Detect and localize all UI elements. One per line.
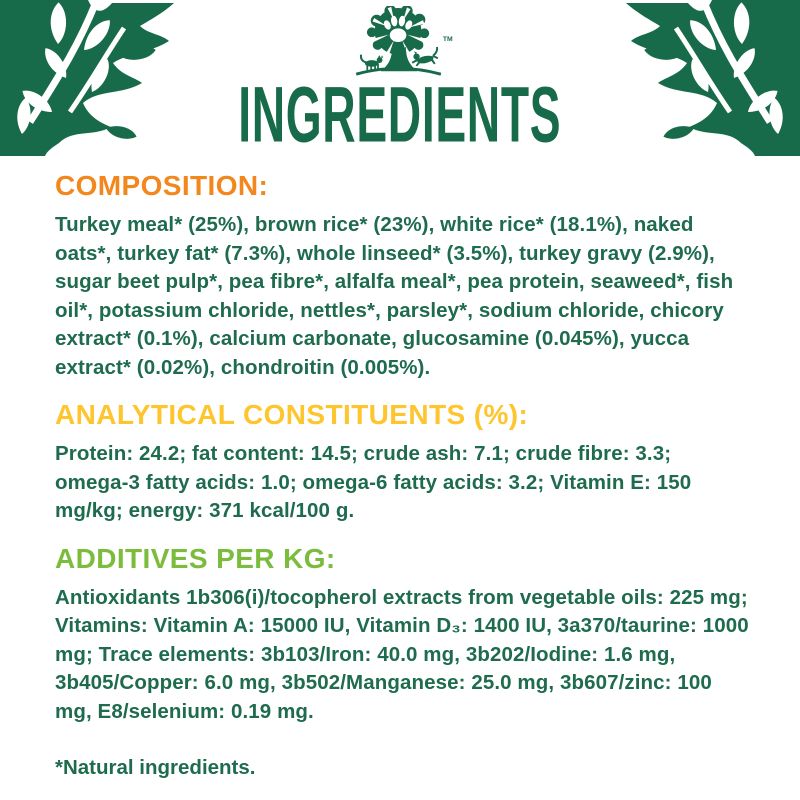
page-title: INGREDIENTS [238, 71, 562, 159]
dog-icon [412, 47, 439, 66]
tree-paw-logo-icon [341, 6, 459, 80]
trademark-symbol: TM [442, 36, 453, 44]
analytical-constituents-text: Protein: 24.2; fat content: 14.5; crude ash: 7.1; crude fibre: 3.3; omega-3 fatty acids: 1.0; omega-6 fatty acids: 3.2; Vitamin E: 150 mg/kg; energy: 371 kcal/100 g. [55, 442, 692, 522]
analytical-constituents-heading: ANALYTICAL CONSTITUENTS (%): [55, 399, 529, 430]
additives-heading: ADDITIVES PER KG: [55, 542, 336, 574]
natural-ingredients-footnote: *Natural ingredients. [55, 756, 256, 779]
composition-text: Turkey meal* (25%), brown rice* (23%), white rice* (18.1%), naked oats*, turkey fat* (7.3%), whole linseed* (3.5%), turkey gravy (2.9%), sugar beet pulp*, pea fibre*, alfalfa meal*, pea protein, seaweed*, fish oil*, potassium chloride, nettles*, parsley*, sodium chloride, chicory extract* (0.1%), calcium carbonate, glucosamine (0.045%), yucca extract* (0.02%), chondroitin (0.005%). [55, 213, 734, 379]
composition-section [55, 170, 750, 382]
label-content [55, 170, 750, 780]
additives-text: Antioxidants 1b306(i)/tocopherol extracts from vegetable oils: 225 mg; Vitamins: Vitamin A: 15000 IU, Vitamin D₃: 1400 IU, 3a370/taurine: 1000 mg; Trace elements: 3b103/Iron: 40.0 mg, 3b202/Iodine: 1.6 mg, 3b405/Copper: 6.0 mg, 3b502/Manganese: 25.0 mg, 3b607/zinc: 100 mg, E8/selenium: 0.19 mg. [55, 585, 749, 723]
cat-icon [361, 55, 383, 71]
title-row [0, 70, 800, 159]
additives-section [55, 543, 750, 727]
analytical-constituents-section [55, 399, 750, 526]
composition-heading: COMPOSITION: [55, 170, 269, 201]
